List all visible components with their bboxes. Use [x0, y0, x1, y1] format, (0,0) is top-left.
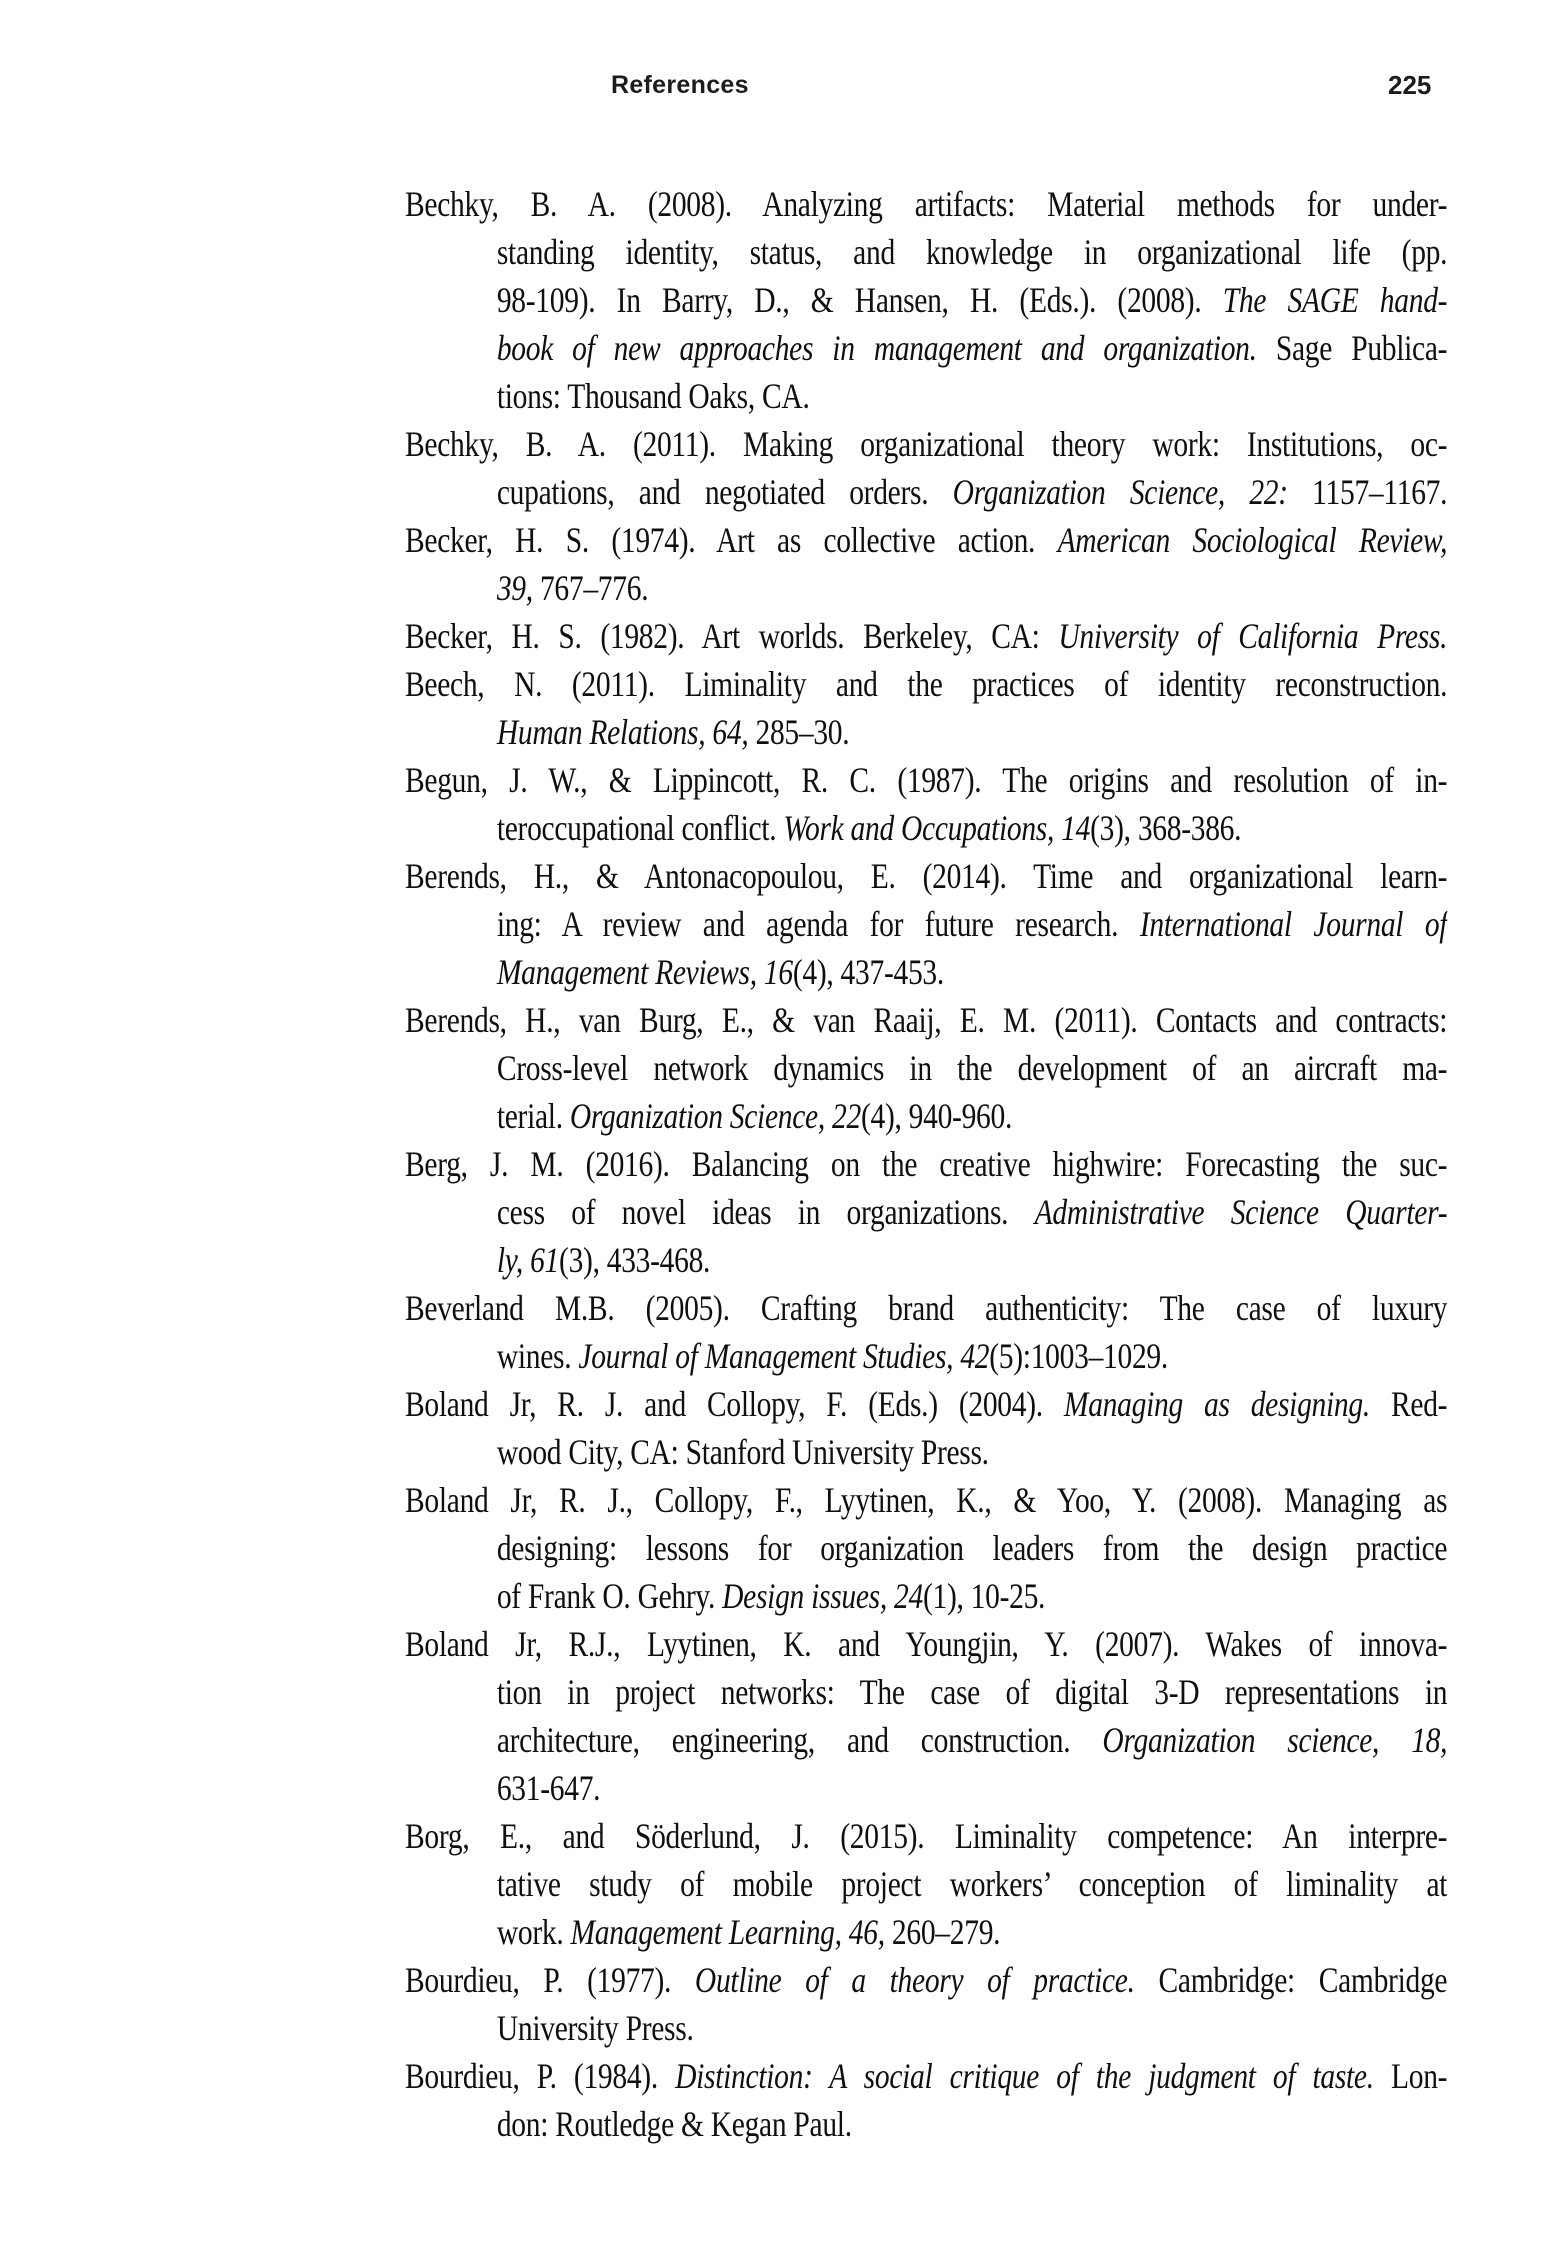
reference-entry — [405, 1812, 1447, 1956]
text-run: (1), 10-25. — [922, 1576, 1046, 1616]
text-run: cupations, and negotiated orders. — [496, 472, 953, 512]
reference-entry — [405, 756, 1447, 852]
text-run: Berg, J. M. (2016). Balancing on the creative highwire: Forecasting the suc- — [405, 1144, 1448, 1184]
italic-text-run: Administrative Science Quarter- — [1034, 1192, 1448, 1232]
reference-line — [405, 1620, 1447, 1668]
italic-text-run: Work and Occupations, 14 — [783, 808, 1091, 848]
italic-text-run: ly, 61 — [496, 1240, 560, 1280]
text-run: (3), 433-468. — [559, 1240, 711, 1280]
reference-line — [405, 1956, 1447, 2004]
text-run: Becker, H. S. (1974). Art as collective action. — [405, 520, 1058, 560]
text-run: tions: Thousand Oaks, CA. — [496, 376, 810, 416]
reference-line — [405, 1428, 1447, 1476]
text-run: Borg, E., and Söderlund, J. (2015). Liminality competence: An interpre- — [405, 1816, 1448, 1856]
text-run: Lon- — [1373, 2056, 1448, 2096]
reference-line — [405, 1572, 1447, 1620]
reference-line — [405, 1140, 1447, 1188]
text-run: Berends, H., & Antonacopoulou, E. (2014). Time and organizational learn- — [405, 856, 1448, 896]
reference-entry — [405, 516, 1447, 612]
text-run: designing: lessons for organization leaders from the design practice — [496, 1528, 1448, 1568]
reference-line — [405, 516, 1447, 564]
reference-entry — [405, 1380, 1447, 1476]
text-run: ing: A review and agenda for future research. — [496, 904, 1140, 944]
reference-line — [405, 708, 1447, 756]
italic-text-run: Organization science, 18, — [1102, 1720, 1448, 1760]
reference-line — [405, 1092, 1447, 1140]
text-run: (5):1003–1029. — [989, 1336, 1168, 1376]
text-run: 260–279. — [891, 1912, 1001, 1952]
reference-line — [405, 1524, 1447, 1572]
reference-entry — [405, 1140, 1447, 1284]
text-run: Becker, H. S. (1982). Art worlds. Berkeley, CA: — [405, 616, 1059, 656]
reference-line — [405, 1476, 1447, 1524]
italic-text-run: book of new approaches in management and organization. — [496, 328, 1257, 368]
reference-entry — [405, 852, 1447, 996]
reference-line — [405, 2052, 1447, 2100]
text-run: Boland Jr, R.J., Lyytinen, K. and Youngjin, Y. (2007). Wakes of innova- — [405, 1624, 1448, 1664]
italic-text-run: International Journal of — [1139, 904, 1448, 944]
italic-text-run: American Sociological Review, — [1057, 520, 1448, 560]
reference-line — [405, 180, 1447, 228]
text-run: Begun, J. W., & Lippincott, R. C. (1987). The origins and resolution of in- — [405, 760, 1448, 800]
text-run: Sage Publica- — [1256, 328, 1448, 368]
text-run: wood City, CA: Stanford University Press. — [496, 1432, 989, 1472]
text-run: of Frank O. Gehry. — [496, 1576, 723, 1616]
reference-line — [405, 756, 1447, 804]
reference-line — [405, 1188, 1447, 1236]
reference-line — [405, 1908, 1447, 1956]
reference-line — [405, 804, 1447, 852]
text-run: terial. — [496, 1096, 570, 1136]
reference-line — [405, 900, 1447, 948]
text-run: 285–30. — [755, 712, 850, 752]
text-run: wines. — [496, 1336, 579, 1376]
italic-text-run: University of California Press. — [1058, 616, 1448, 656]
text-run: (4), 437-453. — [792, 952, 944, 992]
italic-text-run: 39, — [496, 568, 540, 608]
section-title: References — [611, 71, 749, 99]
reference-line — [405, 660, 1447, 708]
reference-line — [405, 468, 1447, 516]
text-run: Boland Jr, R. J. and Collopy, F. (Eds.) (2004). — [405, 1384, 1064, 1424]
italic-text-run: Journal of Management Studies, 42 — [578, 1336, 990, 1376]
reference-line — [405, 612, 1447, 660]
text-run: Boland Jr, R. J., Collopy, F., Lyytinen, K., & Yoo, Y. (2008). Managing as — [405, 1480, 1448, 1520]
text-run: tion in project networks: The case of digital 3-D representations in — [496, 1672, 1448, 1712]
text-run: University Press. — [496, 2008, 694, 2048]
reference-line — [405, 948, 1447, 996]
text-run: Cambridge: Cambridge — [1134, 1960, 1448, 2000]
reference-line — [405, 228, 1447, 276]
reference-line — [405, 1812, 1447, 1860]
text-run: Bechky, B. A. (2008). Analyzing artifacts: Material methods for under- — [405, 184, 1448, 224]
text-run: (3), 368-386. — [1090, 808, 1242, 848]
text-run: 98-109). In Barry, D., & Hansen, H. (Eds.). (2008). — [496, 280, 1223, 320]
reference-line — [405, 1332, 1447, 1380]
italic-text-run: Outline of a theory of practice. — [694, 1960, 1135, 2000]
page-number: 225 — [1388, 70, 1432, 100]
reference-line — [405, 2004, 1447, 2052]
italic-text-run: Management Reviews, 16 — [496, 952, 793, 992]
reference-line — [405, 2100, 1447, 2148]
reference-entry — [405, 1956, 1447, 2052]
reference-line — [405, 1860, 1447, 1908]
text-run: 1157–1167. — [1287, 472, 1448, 512]
reference-line — [405, 996, 1447, 1044]
text-run: architecture, engineering, and construction. — [496, 1720, 1103, 1760]
reference-entry — [405, 1476, 1447, 1620]
text-run: Red- — [1369, 1384, 1448, 1424]
text-run: cess of novel ideas in organizations. — [496, 1192, 1035, 1232]
italic-text-run: Organization Science, 22: — [952, 472, 1288, 512]
reference-entry — [405, 420, 1447, 516]
text-run: work. — [496, 1912, 571, 1952]
reference-line — [405, 1380, 1447, 1428]
reference-line — [405, 564, 1447, 612]
italic-text-run: Human Relations, 64, — [496, 712, 756, 752]
text-run: (4), 940-960. — [860, 1096, 1013, 1136]
reference-line — [405, 1668, 1447, 1716]
text-run: Bourdieu, P. (1984). — [405, 2056, 676, 2096]
reference-line — [405, 1236, 1447, 1284]
italic-text-run: Managing as designing. — [1063, 1384, 1370, 1424]
italic-text-run: Distinction: A social critique of the judgment of taste. — [675, 2056, 1374, 2096]
reference-entry — [405, 660, 1447, 756]
text-run: teroccupational conflict. — [496, 808, 784, 848]
text-run: Cross-level network dynamics in the development of an aircraft ma- — [496, 1048, 1448, 1088]
text-run: 767–776. — [539, 568, 649, 608]
reference-entry — [405, 180, 1447, 420]
italic-text-run: Management Learning, 46, — [570, 1912, 892, 1952]
reference-line — [405, 420, 1447, 468]
italic-text-run: The SAGE hand- — [1222, 280, 1448, 320]
text-run: 631-647. — [496, 1768, 601, 1808]
reference-entry — [405, 1284, 1447, 1380]
reference-entry — [405, 1620, 1447, 1812]
reference-entry — [405, 996, 1447, 1140]
references-list — [405, 180, 1447, 2148]
text-run: Berends, H., van Burg, E., & van Raaij, E. M. (2011). Contacts and contracts: — [405, 1000, 1448, 1040]
text-run: Beech, N. (2011). Liminality and the practices of identity reconstruction. — [405, 664, 1448, 704]
text-run: Bechky, B. A. (2011). Making organizational theory work: Institutions, oc- — [405, 424, 1448, 464]
reference-line — [405, 276, 1447, 324]
text-run: standing identity, status, and knowledge in organizational life (pp. — [496, 232, 1448, 272]
reference-line — [405, 1284, 1447, 1332]
reference-line — [405, 1764, 1447, 1812]
reference-entry — [405, 612, 1447, 660]
text-run: tative study of mobile project workers’ conception of liminality at — [496, 1864, 1448, 1904]
italic-text-run: Organization Science, 22 — [569, 1096, 861, 1136]
reference-line — [405, 852, 1447, 900]
text-run: don: Routledge & Kegan Paul. — [496, 2104, 852, 2144]
reference-line — [405, 324, 1447, 372]
reference-entry — [405, 2052, 1447, 2148]
reference-line — [405, 1716, 1447, 1764]
text-run: Bourdieu, P. (1977). — [405, 1960, 695, 2000]
reference-line — [405, 1044, 1447, 1092]
reference-line — [405, 372, 1447, 420]
italic-text-run: Design issues, 24 — [722, 1576, 923, 1616]
text-run: Beverland M.B. (2005). Crafting brand authenticity: The case of luxury — [405, 1288, 1448, 1328]
